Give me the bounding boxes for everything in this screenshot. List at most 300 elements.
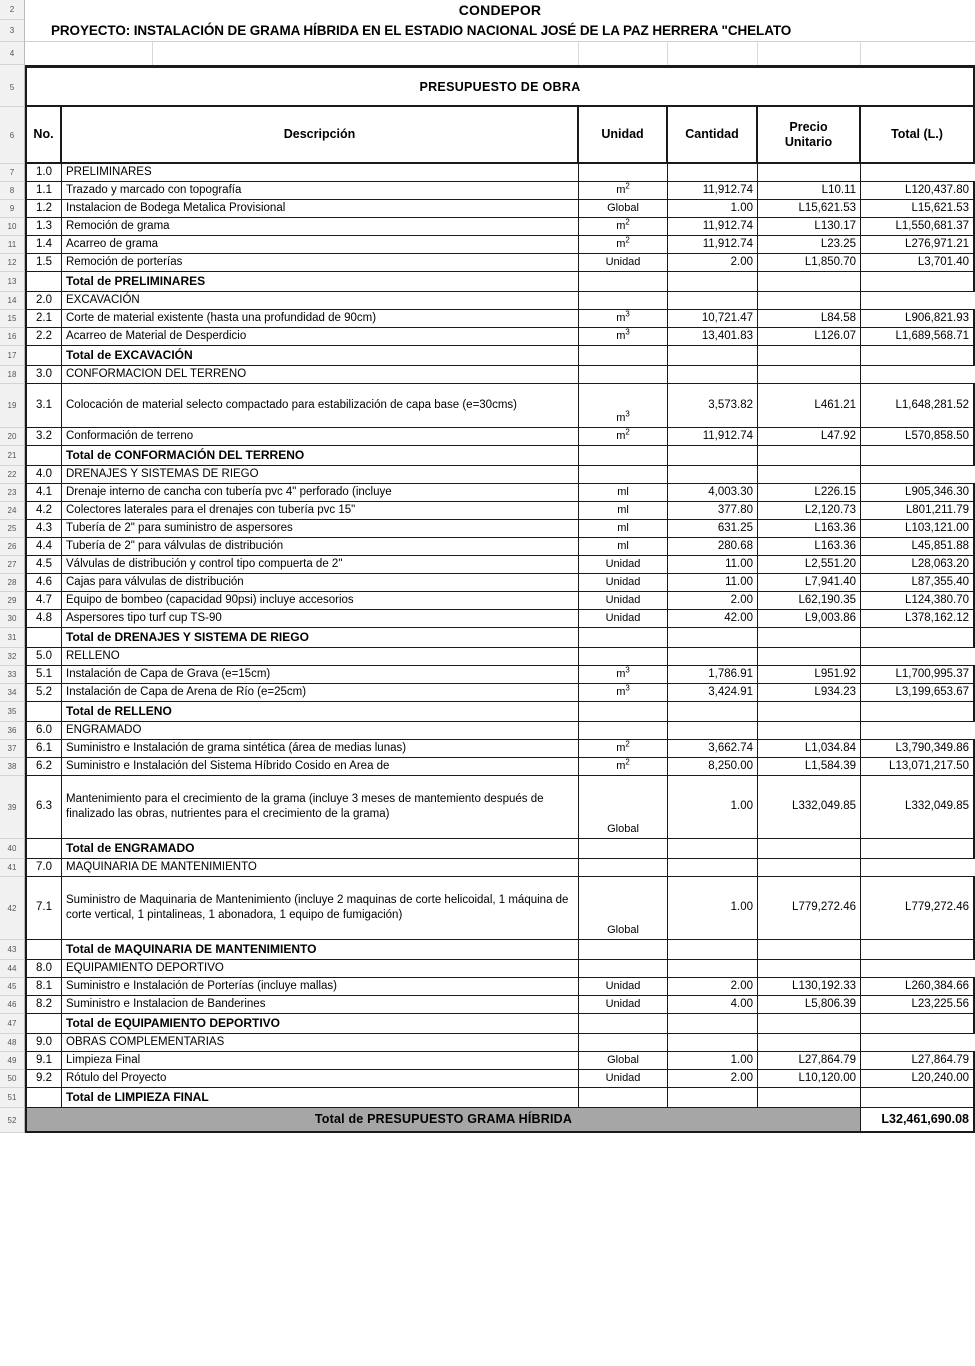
row-header-15[interactable]: 15	[0, 310, 25, 328]
cell-descripcion[interactable]	[62, 648, 579, 666]
cell-cantidad[interactable]: 1.00	[668, 200, 758, 218]
cell-unidad[interactable]	[579, 628, 668, 648]
cell-cantidad[interactable]	[668, 628, 758, 648]
cell-total[interactable]	[861, 272, 975, 292]
row-header-25[interactable]: 25	[0, 520, 25, 538]
cell-total[interactable]	[861, 1088, 975, 1108]
cell-descripcion[interactable]	[62, 466, 579, 484]
cell-cantidad[interactable]: 3,662.74	[668, 740, 758, 758]
cell-precio-unitario[interactable]	[758, 272, 861, 292]
cell-descripcion[interactable]	[62, 272, 579, 292]
cell-precio-unitario[interactable]	[758, 292, 861, 310]
cell-total[interactable]: L20,240.00	[861, 1070, 975, 1088]
column-header-cantidad[interactable]: Cantidad	[668, 107, 758, 164]
cell-total[interactable]: L120,437.80	[861, 182, 975, 200]
row-header-2[interactable]: 2	[0, 0, 25, 20]
row-header-28[interactable]: 28	[0, 574, 25, 592]
column-header-descripcion[interactable]: Descripción	[62, 107, 579, 164]
cell-unidad[interactable]	[579, 702, 668, 722]
cell-no[interactable]: 9.2	[25, 1070, 62, 1088]
cell-precio-unitario[interactable]	[758, 960, 861, 978]
cell-total[interactable]: L906,821.93	[861, 310, 975, 328]
cell-cantidad[interactable]	[668, 346, 758, 366]
cell-descripcion[interactable]	[62, 574, 579, 592]
cell-total[interactable]	[861, 940, 975, 960]
row-header-32[interactable]: 32	[0, 648, 25, 666]
cell-cantidad[interactable]	[668, 960, 758, 978]
cell-no[interactable]: 4.3	[25, 520, 62, 538]
cell-precio-unitario[interactable]: L47.92	[758, 428, 861, 446]
cell-precio-unitario[interactable]: L2,120.73	[758, 502, 861, 520]
cell-unidad[interactable]	[579, 1088, 668, 1108]
cell-cantidad[interactable]: 280.68	[668, 538, 758, 556]
cell-precio-unitario[interactable]: L84.58	[758, 310, 861, 328]
cell-total[interactable]: L378,162.12	[861, 610, 975, 628]
cell-total[interactable]: L1,689,568.71	[861, 328, 975, 346]
cell-unidad[interactable]	[579, 538, 668, 556]
cell-no[interactable]	[25, 702, 62, 722]
cell-cantidad[interactable]: 11,912.74	[668, 236, 758, 254]
cell-unidad[interactable]	[579, 428, 668, 446]
cell-no[interactable]: 1.0	[25, 164, 62, 182]
cell-total[interactable]: L1,550,681.37	[861, 218, 975, 236]
column-header-unidad[interactable]: Unidad	[579, 107, 668, 164]
cell-descripcion[interactable]	[62, 538, 579, 556]
cell-unidad[interactable]	[579, 1034, 668, 1052]
cell-precio-unitario[interactable]: L461.21	[758, 384, 861, 428]
cell-total[interactable]: L332,049.85	[861, 776, 975, 839]
cell-descripcion[interactable]	[62, 1088, 579, 1108]
cell-no[interactable]: 4.1	[25, 484, 62, 502]
cell-descripcion[interactable]	[62, 366, 579, 384]
cell-descripcion[interactable]	[62, 940, 579, 960]
cell-precio-unitario[interactable]	[758, 859, 861, 877]
cell-precio-unitario[interactable]: L23.25	[758, 236, 861, 254]
cell-unidad[interactable]	[579, 502, 668, 520]
cell-no[interactable]: 1.2	[25, 200, 62, 218]
cell-unidad[interactable]	[579, 978, 668, 996]
row-header-52[interactable]: 52	[0, 1108, 25, 1133]
row-header-47[interactable]: 47	[0, 1014, 25, 1034]
cell-descripcion[interactable]	[62, 384, 579, 428]
cell-precio-unitario[interactable]: L226.15	[758, 484, 861, 502]
cell-precio-unitario[interactable]: L951.92	[758, 666, 861, 684]
cell-descripcion[interactable]	[62, 200, 579, 218]
cell-total[interactable]	[861, 702, 975, 722]
row-header-48[interactable]: 48	[0, 1034, 25, 1052]
row-header-37[interactable]: 37	[0, 740, 25, 758]
cell-cantidad[interactable]: 1.00	[668, 877, 758, 940]
row-header-33[interactable]: 33	[0, 666, 25, 684]
cell-no[interactable]: 1.5	[25, 254, 62, 272]
cell-unidad[interactable]	[579, 346, 668, 366]
cell-descripcion[interactable]	[62, 502, 579, 520]
cell-no[interactable]: 7.0	[25, 859, 62, 877]
cell-precio-unitario[interactable]: L779,272.46	[758, 877, 861, 940]
cell-total[interactable]	[861, 722, 975, 740]
cell-precio-unitario[interactable]: L1,034.84	[758, 740, 861, 758]
row-header-14[interactable]: 14	[0, 292, 25, 310]
cell-no[interactable]: 8.2	[25, 996, 62, 1014]
cell-unidad[interactable]	[579, 776, 668, 839]
cell-total[interactable]: L3,199,653.67	[861, 684, 975, 702]
cell-total[interactable]: L27,864.79	[861, 1052, 975, 1070]
cell-no[interactable]	[25, 1088, 62, 1108]
row-header-38[interactable]: 38	[0, 758, 25, 776]
cell-no[interactable]: 2.1	[25, 310, 62, 328]
cell-cantidad[interactable]: 2.00	[668, 1070, 758, 1088]
cell-unidad[interactable]	[579, 960, 668, 978]
row-header-45[interactable]: 45	[0, 978, 25, 996]
cell-unidad[interactable]	[579, 182, 668, 200]
cell-descripcion[interactable]	[62, 1070, 579, 1088]
cell-precio-unitario[interactable]	[758, 839, 861, 859]
cell-total[interactable]: L87,355.40	[861, 574, 975, 592]
cell-descripcion[interactable]	[62, 1034, 579, 1052]
cell-cantidad[interactable]: 11.00	[668, 556, 758, 574]
row-header-18[interactable]: 18	[0, 366, 25, 384]
cell-descripcion[interactable]	[62, 346, 579, 366]
column-header-total[interactable]: Total (L.)	[861, 107, 975, 164]
row-header-11[interactable]: 11	[0, 236, 25, 254]
cell-precio-unitario[interactable]	[758, 648, 861, 666]
cell-descripcion[interactable]	[62, 592, 579, 610]
row-header-46[interactable]: 46	[0, 996, 25, 1014]
cell-no[interactable]: 4.5	[25, 556, 62, 574]
cell-no[interactable]: 1.4	[25, 236, 62, 254]
cell-no[interactable]: 8.0	[25, 960, 62, 978]
cell-no[interactable]: 4.2	[25, 502, 62, 520]
cell-total[interactable]: L23,225.56	[861, 996, 975, 1014]
cell-cantidad[interactable]: 13,401.83	[668, 328, 758, 346]
cell-no[interactable]	[25, 628, 62, 648]
cell-precio-unitario[interactable]: L934.23	[758, 684, 861, 702]
cell-precio-unitario[interactable]	[758, 164, 861, 182]
cell-cantidad[interactable]: 2.00	[668, 978, 758, 996]
cell-precio-unitario[interactable]: L10.11	[758, 182, 861, 200]
row-header-44[interactable]: 44	[0, 960, 25, 978]
cell-descripcion[interactable]	[62, 684, 579, 702]
cell-total[interactable]	[861, 292, 975, 310]
row-header-23[interactable]: 23	[0, 484, 25, 502]
cell-total[interactable]: L3,790,349.86	[861, 740, 975, 758]
row-header-20[interactable]: 20	[0, 428, 25, 446]
cell-unidad[interactable]	[579, 592, 668, 610]
row-header-19[interactable]: 19	[0, 384, 25, 428]
row-header-9[interactable]: 9	[0, 200, 25, 218]
cell-precio-unitario[interactable]	[758, 702, 861, 722]
cell-cantidad[interactable]	[668, 648, 758, 666]
cell-cantidad[interactable]	[668, 839, 758, 859]
cell-no[interactable]: 6.2	[25, 758, 62, 776]
cell-total[interactable]	[861, 960, 975, 978]
row-header-34[interactable]: 34	[0, 684, 25, 702]
cell-cantidad[interactable]: 4.00	[668, 996, 758, 1014]
cell-total[interactable]	[861, 164, 975, 182]
cell-total[interactable]: L1,700,995.37	[861, 666, 975, 684]
cell-descripcion[interactable]	[62, 164, 579, 182]
cell-unidad[interactable]	[579, 1014, 668, 1034]
cell-descripcion[interactable]	[62, 236, 579, 254]
row-header-51[interactable]: 51	[0, 1088, 25, 1108]
cell-precio-unitario[interactable]	[758, 466, 861, 484]
cell-total[interactable]: L276,971.21	[861, 236, 975, 254]
cell-cantidad[interactable]: 1.00	[668, 776, 758, 839]
cell-unidad[interactable]	[579, 466, 668, 484]
cell-unidad[interactable]	[579, 236, 668, 254]
row-header-12[interactable]: 12	[0, 254, 25, 272]
cell-unidad[interactable]	[579, 648, 668, 666]
cell-unidad[interactable]	[579, 556, 668, 574]
cell-cantidad[interactable]	[668, 292, 758, 310]
cell-cantidad[interactable]: 1.00	[668, 1052, 758, 1070]
cell-descripcion[interactable]	[62, 1014, 579, 1034]
cell-unidad[interactable]	[579, 1070, 668, 1088]
row-header-41[interactable]: 41	[0, 859, 25, 877]
cell-no[interactable]: 5.0	[25, 648, 62, 666]
cell-descripcion[interactable]	[62, 740, 579, 758]
column-header-no[interactable]: No.	[25, 107, 62, 164]
row-header-27[interactable]: 27	[0, 556, 25, 574]
cell-cantidad[interactable]	[668, 722, 758, 740]
cell-precio-unitario[interactable]	[758, 1088, 861, 1108]
cell-no[interactable]: 3.2	[25, 428, 62, 446]
row-header-24[interactable]: 24	[0, 502, 25, 520]
cell-no[interactable]: 1.3	[25, 218, 62, 236]
cell-no[interactable]: 2.0	[25, 292, 62, 310]
cell-cantidad[interactable]	[668, 466, 758, 484]
cell-no[interactable]: 4.6	[25, 574, 62, 592]
cell-no[interactable]	[25, 1014, 62, 1034]
cell-unidad[interactable]	[579, 574, 668, 592]
cell-unidad[interactable]	[579, 520, 668, 538]
cell-precio-unitario[interactable]: L7,941.40	[758, 574, 861, 592]
cell-no[interactable]	[25, 272, 62, 292]
cell-precio-unitario[interactable]: L163.36	[758, 520, 861, 538]
cell-total[interactable]	[861, 366, 975, 384]
cell-no[interactable]: 7.1	[25, 877, 62, 940]
cell-cantidad[interactable]	[668, 1034, 758, 1052]
cell-descripcion[interactable]	[62, 978, 579, 996]
cell-unidad[interactable]	[579, 292, 668, 310]
cell-descripcion[interactable]	[62, 758, 579, 776]
cell-precio-unitario[interactable]: L5,806.39	[758, 996, 861, 1014]
cell-total[interactable]: L124,380.70	[861, 592, 975, 610]
row-header-17[interactable]: 17	[0, 346, 25, 366]
cell-precio-unitario[interactable]: L1,850.70	[758, 254, 861, 272]
cell-unidad[interactable]	[579, 366, 668, 384]
cell-precio-unitario[interactable]	[758, 446, 861, 466]
cell-descripcion[interactable]	[62, 1052, 579, 1070]
cell-precio-unitario[interactable]: L1,584.39	[758, 758, 861, 776]
cell-descripcion[interactable]	[62, 218, 579, 236]
cell-total[interactable]: L1,648,281.52	[861, 384, 975, 428]
row-header-6[interactable]: 6	[0, 107, 25, 164]
cell-no[interactable]	[25, 839, 62, 859]
cell-total[interactable]	[861, 466, 975, 484]
cell-no[interactable]: 3.1	[25, 384, 62, 428]
cell-no[interactable]: 8.1	[25, 978, 62, 996]
cell-cantidad[interactable]: 377.80	[668, 502, 758, 520]
cell-cantidad[interactable]	[668, 940, 758, 960]
cell-precio-unitario[interactable]	[758, 366, 861, 384]
cell-unidad[interactable]	[579, 254, 668, 272]
cell-total[interactable]	[861, 446, 975, 466]
cell-total[interactable]: L15,621.53	[861, 200, 975, 218]
cell-unidad[interactable]	[579, 272, 668, 292]
cell-total[interactable]: L13,071,217.50	[861, 758, 975, 776]
cell-cantidad[interactable]: 3,573.82	[668, 384, 758, 428]
row-header-39[interactable]: 39	[0, 776, 25, 839]
cell-unidad[interactable]	[579, 758, 668, 776]
cell-descripcion[interactable]	[62, 776, 579, 839]
cell-descripcion[interactable]	[62, 328, 579, 346]
cell-unidad[interactable]	[579, 218, 668, 236]
row-header-26[interactable]: 26	[0, 538, 25, 556]
cell-precio-unitario[interactable]	[758, 346, 861, 366]
cell-precio-unitario[interactable]	[758, 628, 861, 648]
cell-cantidad[interactable]: 11.00	[668, 574, 758, 592]
cell-total[interactable]: L45,851.88	[861, 538, 975, 556]
cell-descripcion[interactable]	[62, 666, 579, 684]
cell-cantidad[interactable]: 11,912.74	[668, 428, 758, 446]
cell-no[interactable]: 5.2	[25, 684, 62, 702]
cell-unidad[interactable]	[579, 722, 668, 740]
cell-cantidad[interactable]: 11,912.74	[668, 182, 758, 200]
cell-descripcion[interactable]	[62, 859, 579, 877]
cell-no[interactable]: 3.0	[25, 366, 62, 384]
row-header-43[interactable]: 43	[0, 940, 25, 960]
cell-descripcion[interactable]	[62, 484, 579, 502]
cell-cantidad[interactable]: 3,424.91	[668, 684, 758, 702]
cell-precio-unitario[interactable]: L130.17	[758, 218, 861, 236]
cell-descripcion[interactable]	[62, 428, 579, 446]
cell-cantidad[interactable]	[668, 1088, 758, 1108]
cell-total[interactable]: L570,858.50	[861, 428, 975, 446]
cell-cantidad[interactable]: 2.00	[668, 254, 758, 272]
cell-unidad[interactable]	[579, 839, 668, 859]
cell-precio-unitario[interactable]: L332,049.85	[758, 776, 861, 839]
cell-no[interactable]	[25, 446, 62, 466]
cell-cantidad[interactable]: 2.00	[668, 592, 758, 610]
cell-unidad[interactable]	[579, 877, 668, 940]
cell-no[interactable]: 6.3	[25, 776, 62, 839]
cell-descripcion[interactable]	[62, 722, 579, 740]
cell-total[interactable]	[861, 648, 975, 666]
cell-precio-unitario[interactable]: L27,864.79	[758, 1052, 861, 1070]
cell-descripcion[interactable]	[62, 446, 579, 466]
cell-descripcion[interactable]	[62, 254, 579, 272]
cell-cantidad[interactable]: 631.25	[668, 520, 758, 538]
row-header-16[interactable]: 16	[0, 328, 25, 346]
cell-no[interactable]	[25, 940, 62, 960]
cell-cantidad[interactable]: 4,003.30	[668, 484, 758, 502]
cell-unidad[interactable]	[579, 164, 668, 182]
cell-no[interactable]: 1.1	[25, 182, 62, 200]
cell-precio-unitario[interactable]: L9,003.86	[758, 610, 861, 628]
cell-cantidad[interactable]	[668, 446, 758, 466]
cell-unidad[interactable]	[579, 310, 668, 328]
row-header-31[interactable]: 31	[0, 628, 25, 648]
cell-precio-unitario[interactable]	[758, 940, 861, 960]
cell-precio-unitario[interactable]: L10,120.00	[758, 1070, 861, 1088]
cell-no[interactable]: 4.7	[25, 592, 62, 610]
cell-unidad[interactable]	[579, 859, 668, 877]
cell-cantidad[interactable]	[668, 859, 758, 877]
cell-unidad[interactable]	[579, 484, 668, 502]
cell-descripcion[interactable]	[62, 960, 579, 978]
cell-total[interactable]: L3,701.40	[861, 254, 975, 272]
cell-precio-unitario[interactable]: L15,621.53	[758, 200, 861, 218]
cell-total[interactable]: L28,063.20	[861, 556, 975, 574]
cell-unidad[interactable]	[579, 740, 668, 758]
cell-cantidad[interactable]: 11,912.74	[668, 218, 758, 236]
row-header-7[interactable]: 7	[0, 164, 25, 182]
cell-unidad[interactable]	[579, 610, 668, 628]
cell-cantidad[interactable]: 10,721.47	[668, 310, 758, 328]
cell-no[interactable]: 4.0	[25, 466, 62, 484]
cell-total[interactable]	[861, 859, 975, 877]
cell-cantidad[interactable]: 8,250.00	[668, 758, 758, 776]
cell-precio-unitario[interactable]: L130,192.33	[758, 978, 861, 996]
cell-total[interactable]	[861, 1034, 975, 1052]
row-header-50[interactable]: 50	[0, 1070, 25, 1088]
cell-descripcion[interactable]	[62, 292, 579, 310]
cell-descripcion[interactable]	[62, 839, 579, 859]
cell-cantidad[interactable]: 1,786.91	[668, 666, 758, 684]
row-header-13[interactable]: 13	[0, 272, 25, 292]
cell-precio-unitario[interactable]: L126.07	[758, 328, 861, 346]
cell-precio-unitario[interactable]: L62,190.35	[758, 592, 861, 610]
cell-no[interactable]: 9.0	[25, 1034, 62, 1052]
cell-total[interactable]: L260,384.66	[861, 978, 975, 996]
cell-unidad[interactable]	[579, 684, 668, 702]
row-header-21[interactable]: 21	[0, 446, 25, 466]
cell-precio-unitario[interactable]	[758, 1014, 861, 1034]
row-header-40[interactable]: 40	[0, 839, 25, 859]
cell-precio-unitario[interactable]: L163.36	[758, 538, 861, 556]
cell-unidad[interactable]	[579, 384, 668, 428]
row-header-35[interactable]: 35	[0, 702, 25, 722]
cell-precio-unitario[interactable]	[758, 722, 861, 740]
row-header-42[interactable]: 42	[0, 877, 25, 940]
cell-cantidad[interactable]	[668, 272, 758, 292]
cell-descripcion[interactable]	[62, 556, 579, 574]
cell-total[interactable]: L779,272.46	[861, 877, 975, 940]
row-header-10[interactable]: 10	[0, 218, 25, 236]
cell-total[interactable]	[861, 1014, 975, 1034]
cell-total[interactable]	[861, 346, 975, 366]
cell-unidad[interactable]	[579, 940, 668, 960]
cell-unidad[interactable]	[579, 200, 668, 218]
cell-total[interactable]	[861, 839, 975, 859]
row-header-5[interactable]: 5	[0, 68, 25, 107]
row-header-22[interactable]: 22	[0, 466, 25, 484]
row-header-8[interactable]: 8	[0, 182, 25, 200]
cell-unidad[interactable]	[579, 446, 668, 466]
cell-no[interactable]: 2.2	[25, 328, 62, 346]
cell-unidad[interactable]	[579, 996, 668, 1014]
cell-precio-unitario[interactable]	[758, 1034, 861, 1052]
cell-precio-unitario[interactable]: L2,551.20	[758, 556, 861, 574]
column-header-precio-unitario[interactable]	[758, 107, 861, 164]
row-header-29[interactable]: 29	[0, 592, 25, 610]
cell-no[interactable]: 4.8	[25, 610, 62, 628]
cell-total[interactable]: L905,346.30	[861, 484, 975, 502]
cell-cantidad[interactable]	[668, 366, 758, 384]
cell-no[interactable]	[25, 346, 62, 366]
cell-cantidad[interactable]	[668, 164, 758, 182]
